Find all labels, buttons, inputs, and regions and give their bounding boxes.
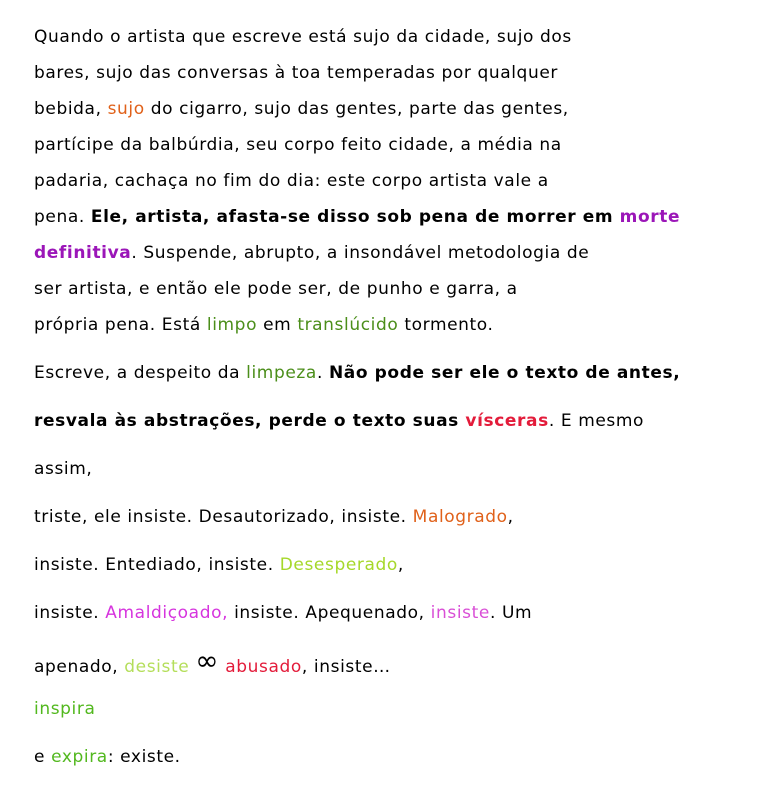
text-segment: , xyxy=(507,507,514,527)
text-segment: , insiste… xyxy=(301,657,391,677)
text-segment: do cigarro, sujo das gentes, parte das gentes, xyxy=(144,99,569,119)
highlighted-word: vísceras xyxy=(465,411,549,431)
text-segment: triste, ele insiste. Desautorizado, insiste. xyxy=(34,507,413,527)
text-segment: . Um xyxy=(489,603,533,623)
highlighted-word: insiste xyxy=(430,603,490,623)
text-line xyxy=(34,315,494,335)
text-segment: , xyxy=(397,555,404,575)
text-segment: padaria, cachaça no fim do dia: este corpo artista vale a xyxy=(34,171,549,191)
text-line xyxy=(34,555,404,575)
text-line xyxy=(34,27,572,47)
text-segment: insiste. Apequenado, xyxy=(228,603,431,623)
text-segment: tormento. xyxy=(398,315,494,335)
text-segment: bebida, xyxy=(34,99,108,119)
text-segment: Quando o artista que escreve está sujo da cidade, sujo dos xyxy=(34,27,572,47)
highlighted-word: desiste xyxy=(124,657,190,677)
text-segment: partícipe da balbúrdia, seu corpo feito cidade, a média na xyxy=(34,135,562,155)
infinity-icon: ∞ xyxy=(195,644,220,677)
text-line xyxy=(34,243,589,263)
text-segment: apenado, xyxy=(34,657,125,677)
text-line xyxy=(34,747,181,767)
highlighted-word: Amaldiçoado, xyxy=(105,603,229,623)
text-line xyxy=(34,603,532,623)
text-segment: : existe. xyxy=(107,747,181,767)
text-line xyxy=(34,135,562,155)
text-segment: assim, xyxy=(34,459,93,479)
text-segment: em xyxy=(257,315,298,335)
text-line xyxy=(34,459,92,479)
text-line xyxy=(34,363,680,383)
text-line xyxy=(34,644,391,677)
text-segment: bares, sujo das conversas à toa temperadas por qualquer xyxy=(34,63,558,83)
highlighted-word: inspira xyxy=(34,699,96,719)
text-segment: insiste. Entediado, insiste. xyxy=(34,555,280,575)
highlighted-word: expira xyxy=(51,747,108,767)
text-line xyxy=(34,699,95,719)
text-line xyxy=(34,99,569,119)
text-segment: própria pena. Está xyxy=(34,315,207,335)
bold-text: resvala às abstrações, perde o texto suas xyxy=(34,411,466,431)
highlighted-word: abusado xyxy=(225,657,302,677)
text-line xyxy=(34,507,514,527)
highlighted-word: Desesperado xyxy=(279,555,398,575)
text-segment: e xyxy=(34,747,52,767)
text-line xyxy=(34,63,558,83)
text-segment: Escreve, a despeito da xyxy=(34,363,247,383)
text-segment: . E mesmo xyxy=(548,411,645,431)
text-line xyxy=(34,207,680,227)
highlighted-word: limpeza xyxy=(246,363,317,383)
bold-text: Não pode ser ele o texto de antes, xyxy=(328,363,681,383)
text-segment: . xyxy=(316,363,329,383)
text-segment: ser artista, e então ele pode ser, de punho e garra, a xyxy=(34,279,518,299)
text-segment: pena. xyxy=(34,207,91,227)
text-segment: . Suspende, abrupto, a insondável metodologia de xyxy=(131,243,590,263)
text-segment: insiste. xyxy=(34,603,106,623)
highlighted-word: translúcido xyxy=(297,315,399,335)
highlighted-word: sujo xyxy=(107,99,145,119)
text-line xyxy=(34,171,549,191)
highlighted-word: Malogrado xyxy=(412,507,508,527)
bold-text: Ele, artista, afasta-se disso sob pena de morrer em xyxy=(90,207,620,227)
text-line xyxy=(34,279,518,299)
highlighted-word: definitiva xyxy=(34,243,132,263)
highlighted-word: limpo xyxy=(206,315,258,335)
text-line xyxy=(34,411,644,431)
highlighted-word: morte xyxy=(619,207,681,227)
